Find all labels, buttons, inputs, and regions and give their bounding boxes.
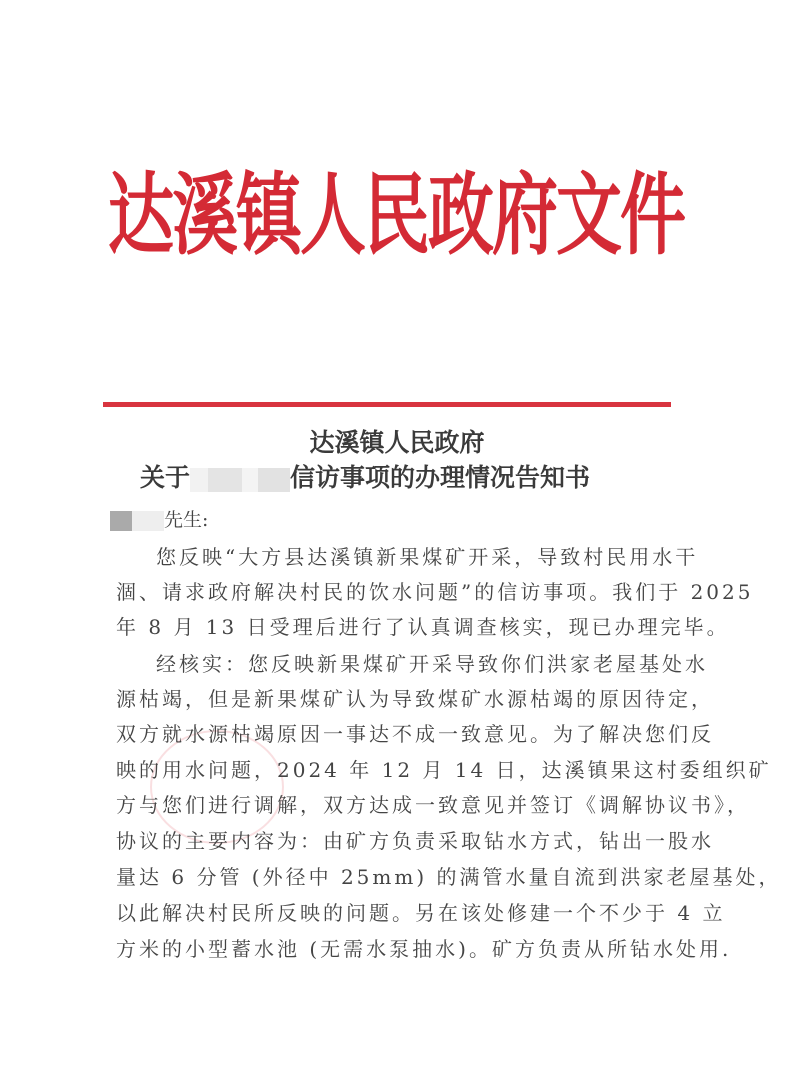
body-line: 方与您们进行调解，双方达成一致意见并签订《调解协议书》， bbox=[116, 793, 750, 817]
body-line: 双方就水源枯竭原因一事达不成一致意见。为了解决您们反 bbox=[116, 722, 714, 746]
subtitle-suffix: 信访事项的办理情况告知书 bbox=[290, 463, 591, 492]
redacted-block bbox=[258, 468, 290, 492]
redacted-block bbox=[208, 468, 242, 492]
redacted-block bbox=[110, 511, 132, 531]
redacted-block bbox=[190, 468, 208, 492]
salutation-text: 先生: bbox=[164, 509, 209, 531]
body-line: 映的用水问题，2024 年 12 月 14 日，达溪镇果这村委组织矿 bbox=[116, 758, 772, 782]
body-line: 量达 6 分管 (外径中 25mm) 的满管水量自流到洪家老屋基处， bbox=[116, 865, 782, 889]
body-line: 年 8 月 13 日受理后进行了认真调查核实，现已办理完毕。 bbox=[116, 615, 730, 639]
body-line: 协议的主要内容为：由矿方负责采取钻水方式，钻出一股水 bbox=[116, 829, 714, 853]
red-divider bbox=[103, 402, 671, 407]
body-line: 您反映“大方县达溪镇新果煤矿开采，导致村民用水干 bbox=[156, 545, 699, 569]
subtitle-prefix: 关于 bbox=[140, 463, 191, 492]
document-masthead: 达溪镇人民政府文件 bbox=[108, 162, 684, 268]
document-heading: 达溪镇人民政府 bbox=[309, 428, 485, 457]
salutation bbox=[110, 505, 208, 532]
body-line: 经核实：您反映新果煤矿开采导致你们洪家老屋基处水 bbox=[156, 652, 708, 676]
redacted-block bbox=[132, 511, 164, 531]
body-line: 涸、请求政府解决村民的饮水问题”的信访事项。我们于 2025 bbox=[116, 580, 754, 604]
body-line: 方米的小型蓄水池 (无需水泵抽水)。矿方负责从所钻水处用. bbox=[116, 937, 732, 961]
body-line: 以此解决村民所反映的问题。另在该处修建一个不少于 4 立 bbox=[116, 901, 726, 925]
body-line: 源枯竭，但是新果煤矿认为导致煤矿水源枯竭的原因待定， bbox=[116, 687, 714, 711]
document-subtitle bbox=[140, 458, 590, 494]
redacted-block bbox=[242, 468, 258, 492]
